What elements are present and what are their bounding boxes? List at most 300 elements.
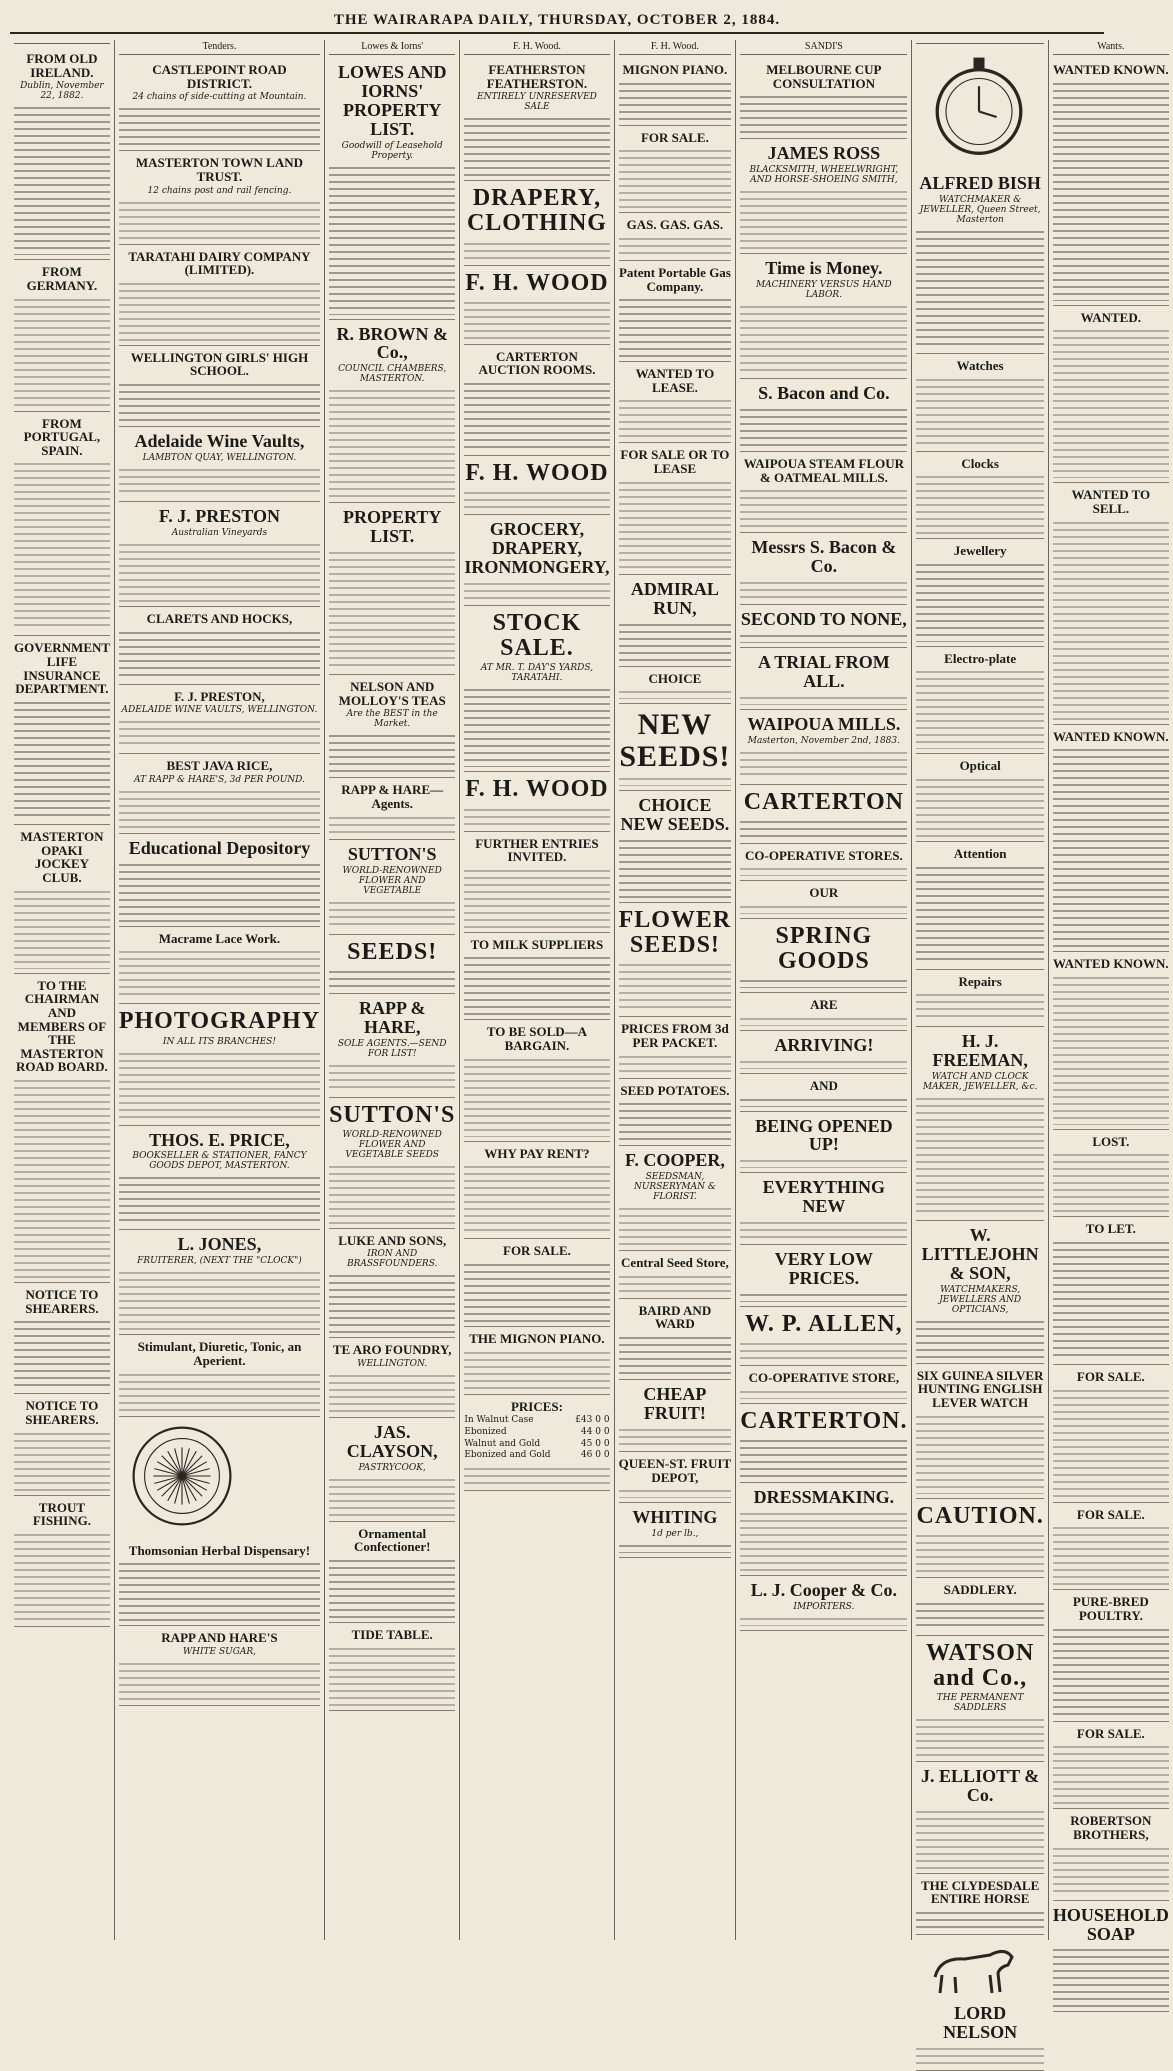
body-text-lines (1053, 1388, 1169, 1498)
body-text-lines (619, 622, 732, 662)
ad-heading: RAPP & HARE—Agents. (341, 782, 444, 812)
ad-heading: TROUT FISHING. (32, 1499, 91, 1529)
ad-heading: WANTED KNOWN. (1053, 728, 1169, 744)
ad-heading: Watches (956, 357, 1004, 373)
body-text-lines (329, 1273, 455, 1333)
advertisement (329, 58, 455, 320)
price-value: £43 0 0 (575, 1415, 610, 1426)
ad-subheading: IN ALL ITS BRANCHES! (162, 1036, 276, 1047)
ad-heading: TO LET. (1085, 1221, 1136, 1237)
advertisement (329, 675, 455, 778)
ad-heading: SUTTON'S (347, 843, 437, 864)
body-text-lines (119, 1561, 320, 1621)
body-text-lines (14, 700, 110, 820)
price-value: 45 0 0 (580, 1438, 610, 1449)
ad-heading: VERY LOW PRICES. (774, 1249, 873, 1289)
body-text-lines (740, 866, 907, 876)
ad-heading: WAIPOUA STEAM FLOUR & OATMEAL MILLS. (743, 455, 905, 485)
ad-heading: NOTICE TO SHEARERS. (25, 1398, 99, 1428)
body-text-lines (916, 1809, 1043, 1869)
ad-heading: FLOWER SEEDS! (618, 906, 732, 959)
ad-subheading: THE PERMANENT SADDLERS (936, 1692, 1024, 1713)
advertisement (916, 1999, 1043, 2071)
ad-heading: QUEEN-ST. FRUIT DEPOT, (618, 1455, 732, 1485)
ad-heading: Adelaide Wine Vaults, (134, 431, 305, 452)
body-text-lines (119, 281, 320, 341)
ad-heading: SIX GUINEA SILVER HUNTING ENGLISH LEVER WATCH (916, 1367, 1044, 1411)
body-text-lines (740, 1341, 907, 1361)
ad-heading: FROM GERMANY. (26, 264, 98, 293)
advertisement (119, 427, 320, 502)
body-text-lines (119, 1372, 320, 1412)
body-text-lines (119, 1270, 320, 1330)
advertisement (740, 1245, 907, 1307)
advertisement (619, 362, 732, 443)
body-text-lines (619, 297, 732, 357)
ad-heading: FOR SALE. (503, 1243, 571, 1259)
advertisement (119, 834, 320, 927)
body-text-lines (916, 474, 1043, 534)
ad-heading: HOUSEHOLD SOAP (1052, 1904, 1169, 1944)
body-text-lines (1053, 747, 1169, 947)
ad-heading: J. ELLIOTT & Co. (921, 1765, 1040, 1805)
advertisement (916, 842, 1043, 970)
ad-heading: ADMIRAL RUN, (630, 578, 719, 618)
ad-heading: RAPP AND HARE'S (161, 1630, 278, 1646)
ad-heading: PURE-BRED POULTRY. (1072, 1594, 1149, 1624)
ad-heading: RAPP & HARE, (358, 997, 426, 1037)
advertisement (619, 575, 732, 667)
ad-heading: Macrame Lace Work. (158, 930, 281, 946)
advertisement (916, 970, 1043, 1028)
horse-illustration (920, 1937, 1040, 1997)
body-text-lines (464, 1262, 609, 1322)
body-text-lines (119, 467, 320, 497)
advertisement (740, 533, 907, 605)
advertisement (619, 1380, 732, 1452)
body-text-lines (119, 382, 320, 422)
ad-heading: TIDE TABLE. (351, 1627, 433, 1643)
ad-heading: FOR SALE. (1076, 1725, 1145, 1741)
ad-heading: NOTICE TO SHEARERS. (25, 1287, 99, 1316)
body-text-lines (740, 1389, 907, 1399)
ad-heading: WAIPOUA MILLS. (747, 713, 901, 734)
ad-heading: PRICES FROM 3d PER PACKET. (621, 1021, 729, 1050)
body-text-lines (1053, 328, 1169, 478)
body-text-lines (1053, 1846, 1169, 1896)
body-text-lines (619, 1543, 732, 1553)
advertisement (1053, 58, 1169, 306)
advertisement (329, 840, 455, 935)
body-text-lines (119, 200, 320, 240)
advertisement (14, 1283, 110, 1394)
ad-subheading: WATCHMAKERS, JEWELLERS AND OPTICIANS, (939, 1284, 1022, 1315)
ad-heading: A TRIAL FROM ALL. (758, 651, 890, 691)
ad-heading: FOR SALE. (640, 129, 709, 145)
ad-heading: F. H. WOOD (465, 776, 609, 803)
ad-subheading: WORLD-RENOWNED FLOWER AND VEGETABLE SEEDS (342, 1129, 442, 1160)
advertisement (329, 320, 455, 504)
advertisement (329, 994, 455, 1098)
price-value: 44 0 0 (580, 1427, 610, 1437)
body-text-lines (1053, 81, 1169, 301)
body-text-lines (740, 189, 907, 249)
ad-heading: F. J. PRESTON (158, 506, 280, 527)
ad-heading: Attention (953, 846, 1007, 862)
body-text-lines (740, 750, 907, 780)
advertisement (329, 935, 455, 994)
ad-heading: W. P. ALLEN, (745, 1310, 903, 1337)
column-header: Tenders. (119, 40, 320, 55)
body-text-lines (14, 461, 110, 631)
advertisement (619, 58, 732, 126)
ad-heading: BAIRD AND WARD (638, 1302, 712, 1332)
column-7 (912, 40, 1048, 2042)
advertisement (464, 345, 609, 456)
ad-heading: WHITING (632, 1507, 718, 1528)
ad-heading: F. J. PRESTON, (174, 688, 265, 704)
body-text-lines (619, 962, 732, 1012)
ad-heading: CHOICE NEW SEEDS. (620, 795, 730, 835)
advertisement (916, 754, 1043, 842)
ad-heading: FEATHERSTON FEATHERSTON. (486, 62, 588, 91)
body-text-lines (740, 1059, 907, 1069)
ad-subheading: MACHINERY VERSUS HAND LABOR. (755, 280, 892, 301)
ad-subheading: WHITE SUGAR, (182, 1646, 257, 1657)
body-text-lines (740, 819, 907, 839)
body-text-lines (740, 580, 907, 600)
body-text-lines (14, 889, 110, 969)
ad-heading: PROPERTY LIST. (343, 507, 442, 547)
body-text-lines (619, 398, 732, 438)
ad-heading: Ornamental Confectioner! (353, 1525, 431, 1555)
ad-heading: NEW SEEDS! (619, 708, 731, 773)
price-label: Ebonized and Gold (464, 1450, 551, 1461)
advertisement (329, 503, 455, 675)
advertisement (619, 1017, 732, 1078)
body-text-lines (14, 1532, 110, 1622)
advertisement (1053, 1130, 1169, 1218)
ad-heading: CARTERTON (743, 788, 904, 815)
ad-subheading: PASTRYCOOK, (358, 1462, 426, 1473)
body-text-lines (119, 542, 320, 602)
advertisement (740, 881, 907, 919)
body-text-lines (119, 949, 320, 999)
ad-heading: W. LITTLEJOHN & SON, (921, 1225, 1039, 1283)
advertisement (119, 151, 320, 244)
column-header: SANDI'S (740, 40, 907, 55)
ad-heading: FOR SALE. (1076, 1506, 1145, 1522)
advertisement (464, 832, 609, 933)
advertisement (14, 47, 110, 260)
column-8 (1049, 40, 1173, 1944)
advertisement (119, 1626, 320, 1706)
body-text-lines (1053, 975, 1169, 1125)
ad-subheading: 12 chains post and rail fencing. (147, 185, 292, 196)
advertisement (740, 605, 907, 648)
body-text-lines (740, 1292, 907, 1302)
ad-subheading: SEEDSMAN, NURSERYMAN & FLORIST. (633, 1172, 716, 1203)
advertisement (464, 606, 609, 772)
body-text-lines (740, 1158, 907, 1168)
column-2 (115, 40, 325, 1940)
advertisement (1053, 483, 1169, 724)
ad-heading: LOST. (1092, 1133, 1130, 1149)
ad-heading: Jewellery (953, 543, 1007, 559)
body-text-lines (329, 1373, 455, 1413)
ad-heading: Central Seed Store, (621, 1255, 729, 1271)
advertisement (119, 346, 320, 427)
body-text-lines (740, 695, 907, 705)
ad-heading: MIGNON PIANO. (622, 62, 728, 77)
advertisement (740, 1031, 907, 1074)
body-text-lines (329, 733, 455, 773)
price-row (464, 1450, 609, 1462)
advertisement (740, 139, 907, 254)
ad-subheading: Are the BEST in the Market. (346, 709, 438, 730)
body-text-lines (740, 94, 907, 134)
body-text-lines (916, 1533, 1043, 1573)
advertisement (740, 452, 907, 533)
body-text-lines (740, 1220, 907, 1240)
body-text-lines (619, 236, 732, 256)
ad-heading: MELBOURNE CUP CONSULTATION (766, 62, 882, 91)
advertisement (329, 1229, 455, 1339)
ad-heading: CLARETS AND HOCKS, (146, 610, 293, 626)
advertisement (740, 1576, 907, 1631)
price-row (464, 1439, 609, 1451)
column-1 (10, 40, 115, 1940)
advertisement (119, 1335, 320, 1416)
body-text-lines (329, 1164, 455, 1224)
advertisement (464, 1327, 609, 1395)
column-5 (615, 40, 737, 1940)
ad-subheading: WORLD-RENOWNED FLOWER AND VEGETABLE (342, 865, 442, 896)
ad-heading: SUTTON'S (329, 1101, 456, 1128)
advertisement (916, 452, 1043, 540)
ad-heading: ROBERTSON BROTHERS, (1070, 1813, 1152, 1842)
body-text-lines (619, 1054, 732, 1074)
advertisement (14, 1496, 110, 1627)
body-text-lines (1053, 1152, 1169, 1212)
body-text-lines (916, 1601, 1043, 1631)
advertisement (119, 927, 320, 1005)
advertisement (740, 710, 907, 785)
advertisement (916, 1874, 1043, 1935)
advertisement (1053, 1722, 1169, 1810)
advertisement (740, 1074, 907, 1112)
advertisement (329, 1418, 455, 1522)
ad-heading: WANTED KNOWN. (1053, 956, 1169, 972)
advertisement (1053, 1901, 1169, 2013)
ad-heading: Electro-plate (944, 650, 1017, 666)
advertisement (619, 1503, 732, 1558)
advertisement (14, 825, 110, 974)
advertisement (329, 1098, 455, 1229)
ad-heading: TE ARO FOUNDRY, (332, 1342, 452, 1358)
ad-heading: TO THE CHAIRMAN AND MEMBERS OF THE MASTERTON ROAD BOARD. (16, 977, 108, 1075)
advertisement (14, 412, 110, 637)
advertisement (464, 1395, 609, 1491)
ad-heading: FOR SALE. (1076, 1369, 1145, 1385)
body-text-lines (464, 381, 609, 451)
body-text-lines (1053, 520, 1169, 720)
ad-heading: THE MIGNON PIANO. (469, 1331, 605, 1347)
column-header: Lowes & Iorns' (329, 40, 455, 55)
advertisement (1053, 1590, 1169, 1721)
body-text-lines (329, 1646, 455, 1706)
advertisement (464, 772, 609, 831)
advertisement (119, 58, 320, 151)
body-text-lines (916, 992, 1043, 1022)
advertisement (464, 1142, 609, 1240)
column-header: F. H. Wood. (619, 40, 732, 55)
body-text-lines (464, 1057, 609, 1137)
advertisement (740, 785, 907, 844)
advertisement (740, 993, 907, 1031)
advertisement (329, 1522, 455, 1623)
advertisement (119, 1126, 320, 1231)
advertisement (464, 1239, 609, 1327)
body-text-lines (619, 1488, 732, 1498)
body-text-lines (619, 838, 732, 898)
ad-heading: SPRING GOODS (775, 923, 873, 975)
ad-heading: FURTHER ENTRIES INVITED. (475, 835, 599, 865)
body-text-lines (464, 581, 609, 601)
ad-heading: Patent Portable Gas Company. (618, 264, 731, 294)
ad-heading: OUR (809, 885, 839, 901)
ad-heading: Messrs S. Bacon & Co. (751, 537, 897, 577)
column-header (14, 40, 110, 44)
advertisement (1053, 1503, 1169, 1591)
ad-subheading: COUNCIL CHAMBERS, MASTERTON. (338, 364, 447, 385)
body-text-lines (14, 1078, 110, 1278)
body-text-lines (619, 148, 732, 208)
advertisement (464, 58, 609, 181)
ad-heading: L. J. Cooper & Co. (750, 1579, 897, 1600)
ad-heading: WANTED. (1080, 309, 1141, 325)
ad-subheading: AT MR. T. DAY'S YARDS, TARATAHI. (480, 663, 594, 684)
body-text-lines (916, 1717, 1043, 1757)
body-text-lines (464, 687, 609, 767)
column-4 (460, 40, 614, 1940)
body-text-lines (329, 1558, 455, 1618)
ad-heading: CAUTION. (916, 1502, 1044, 1529)
advertisement (916, 1762, 1043, 1874)
ad-heading: TO BE SOLD—A BARGAIN. (486, 1024, 588, 1054)
body-text-lines (740, 407, 907, 447)
ad-heading: CARTERTON. (740, 1407, 908, 1434)
body-text-lines (740, 978, 907, 988)
advertisement (464, 1020, 609, 1141)
advertisement (464, 181, 609, 265)
ad-subheading: Goodwill of Leasehold Property. (341, 140, 443, 161)
ad-heading: LORD NELSON (943, 2003, 1018, 2042)
body-text-lines (119, 106, 320, 146)
ad-subheading: Australian Vineyards (171, 527, 268, 538)
body-text-lines (329, 165, 455, 315)
body-text-lines (14, 297, 110, 407)
body-text-lines (1053, 1947, 1169, 2007)
advertisement (619, 791, 732, 903)
advertisement (329, 1623, 455, 1711)
body-text-lines (619, 1206, 732, 1246)
ad-heading: ARRIVING! (774, 1035, 874, 1056)
body-text-lines (119, 1175, 320, 1225)
advertisement (916, 169, 1043, 354)
ad-heading: LUKE AND SONS, (338, 1232, 447, 1248)
ad-heading: GROCERY, DRAPERY, IRONMONGERY, (464, 519, 610, 578)
ad-heading: SEED POTATOES. (620, 1082, 730, 1098)
ad-subheading: WELLINGTON. (357, 1359, 428, 1370)
ad-heading: WANTED TO LEASE. (635, 366, 715, 395)
advertisement (119, 1004, 320, 1125)
advertisement (740, 919, 907, 993)
advertisement (619, 1079, 732, 1147)
price-value: 46 0 0 (580, 1450, 610, 1461)
body-text-lines (14, 1319, 110, 1389)
ad-heading: DRAPERY, CLOTHING (466, 185, 607, 237)
advertisement (1053, 1809, 1169, 1900)
ad-heading: CASTLEPOINT ROAD DISTRICT. (152, 62, 287, 91)
ad-subheading: WATCH AND CLOCK MAKER, JEWELLER, &c. (922, 1072, 1038, 1093)
ad-heading: GOVERNMENT LIFE INSURANCE DEPARTMENT. (14, 640, 111, 697)
advertisement (1053, 952, 1169, 1130)
body-text-lines (916, 1096, 1043, 1216)
price-label: Walnut and Gold (464, 1438, 541, 1449)
advertisement (740, 1173, 907, 1245)
ad-heading: S. Bacon and Co. (758, 383, 890, 404)
ad-heading: Time is Money. (765, 258, 883, 279)
ad-heading: CHOICE (648, 670, 702, 686)
price-row (464, 1415, 609, 1427)
ad-heading: FOR SALE OR TO LEASE (620, 447, 730, 477)
ad-subheading: ENTIRELY UNRESERVED SALE (477, 92, 597, 113)
dandelion-seal-illustration (127, 1421, 237, 1531)
column-6 (736, 40, 912, 1940)
body-text-lines (619, 1101, 732, 1141)
ad-heading: FROM PORTUGAL, SPAIN. (23, 415, 101, 458)
advertisement (119, 1230, 320, 1335)
advertisement (119, 245, 320, 346)
ad-heading: WHY PAY RENT? (484, 1145, 590, 1161)
body-text-lines (14, 105, 110, 255)
ad-heading: F. COOPER, (624, 1150, 725, 1171)
body-text-lines (464, 955, 609, 1015)
advertisement (740, 1483, 907, 1576)
ad-heading: LOWES AND IORNS' PROPERTY LIST. (337, 62, 447, 139)
advertisement (619, 443, 732, 574)
body-text-lines (119, 1661, 320, 1701)
advertisement (740, 1366, 907, 1404)
ad-subheading: BOOKSELLER & STATIONER, FANCY GOODS DEPOT, MASTERTON. (132, 1151, 307, 1172)
advertisement (740, 648, 907, 710)
advertisement (740, 844, 907, 882)
ad-heading: Thomsonian Herbal Dispensary! (128, 1542, 311, 1558)
body-text-lines (916, 2046, 1043, 2066)
ad-heading: CO-OPERATIVE STORES. (745, 847, 903, 863)
body-text-lines (464, 868, 609, 928)
advertisement (740, 254, 907, 379)
ad-subheading: LAMBTON QUAY, WELLINGTON. (142, 453, 297, 464)
advertisement (119, 607, 320, 685)
ad-heading: SADDLERY. (943, 1581, 1017, 1597)
body-text-lines (740, 633, 907, 643)
advertisement (1053, 306, 1169, 484)
advertisement (119, 685, 320, 755)
advertisement (619, 213, 732, 261)
pocket-watch-illustration (924, 51, 1034, 161)
